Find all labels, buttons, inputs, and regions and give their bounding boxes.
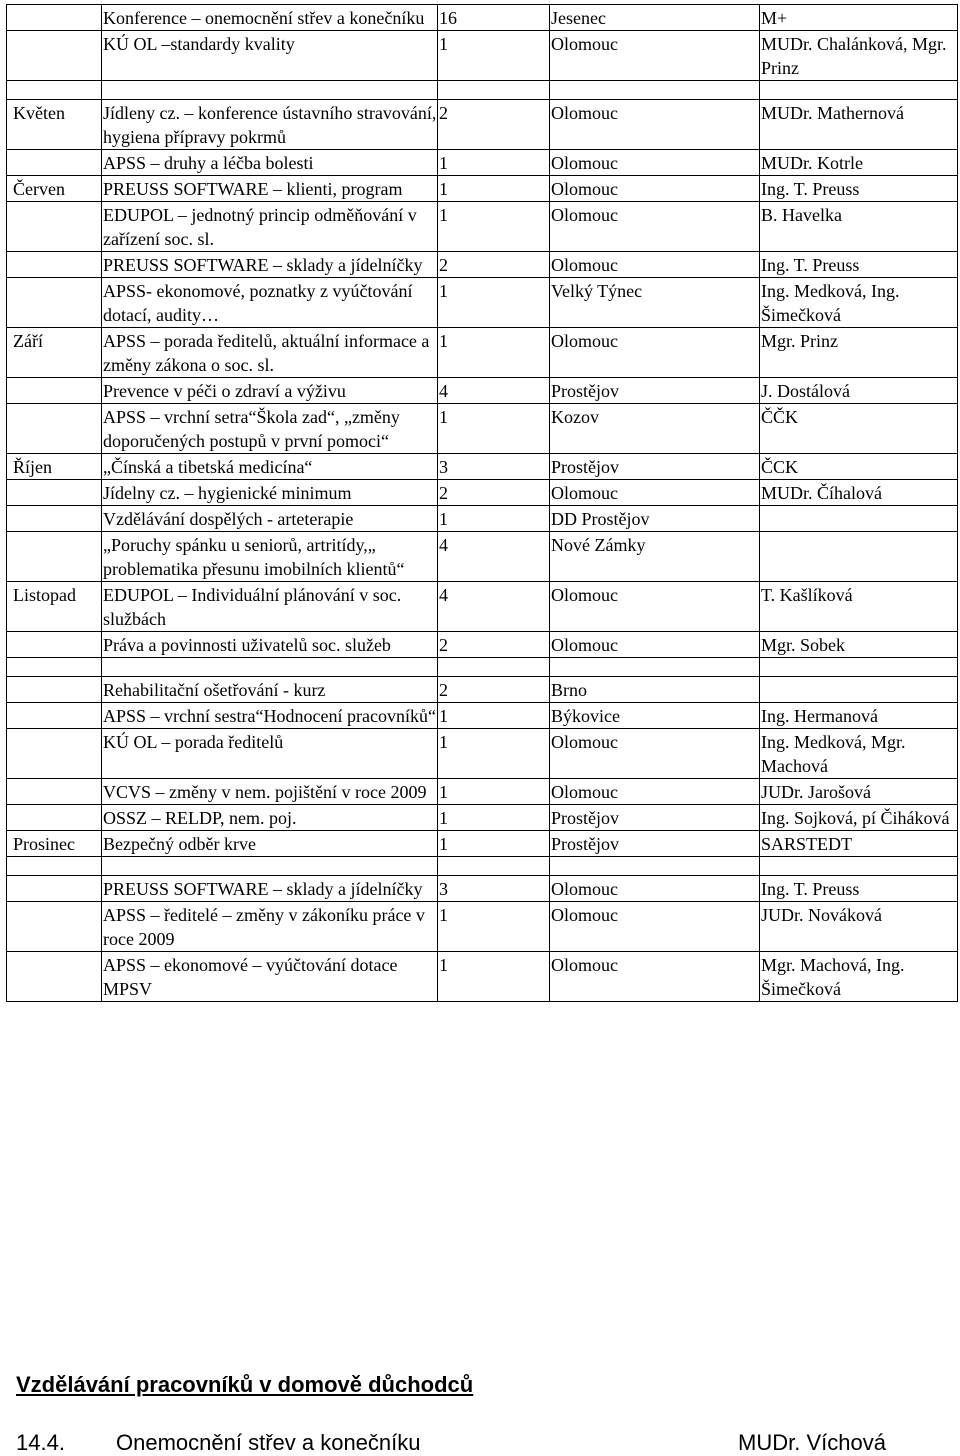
spacer-cell bbox=[438, 81, 550, 100]
month-cell bbox=[7, 202, 102, 252]
topic-cell: KÚ OL –standardy kvality bbox=[102, 31, 438, 81]
lecturer-cell: Ing. Sojková, pí Čiháková bbox=[760, 805, 958, 831]
month-cell: Září bbox=[7, 328, 102, 378]
lecturer-cell: SARSTEDT bbox=[760, 831, 958, 857]
lecturer-cell bbox=[760, 532, 958, 582]
table-row bbox=[7, 729, 958, 779]
lecturer-cell: Ing. T. Preuss bbox=[760, 876, 958, 902]
lecturer-cell: B. Havelka bbox=[760, 202, 958, 252]
month-cell bbox=[7, 5, 102, 31]
spacer-cell bbox=[550, 81, 760, 100]
month-cell: Říjen bbox=[7, 454, 102, 480]
month-cell bbox=[7, 278, 102, 328]
month-cell bbox=[7, 150, 102, 176]
month-cell bbox=[7, 876, 102, 902]
topic-cell: Jídleny cz. – konference ústavního stravování, hygiena přípravy pokrmů bbox=[102, 100, 438, 150]
table-row bbox=[7, 831, 958, 857]
topic-cell: PREUSS SOFTWARE – sklady a jídelníčky bbox=[102, 252, 438, 278]
count-cell: 1 bbox=[438, 729, 550, 779]
place-cell: Býkovice bbox=[550, 703, 760, 729]
place-cell: Olomouc bbox=[550, 252, 760, 278]
count-cell: 4 bbox=[438, 378, 550, 404]
count-cell: 2 bbox=[438, 480, 550, 506]
topic-cell: APSS – vrchní sestra“Hodnocení pracovníků“ bbox=[102, 703, 438, 729]
place-cell: Olomouc bbox=[550, 150, 760, 176]
table-row bbox=[7, 480, 958, 506]
table-row bbox=[7, 582, 958, 632]
lecturer-cell: Mgr. Prinz bbox=[760, 328, 958, 378]
spacer-row bbox=[7, 857, 958, 876]
count-cell: 1 bbox=[438, 404, 550, 454]
topic-cell: Bezpečný odběr krve bbox=[102, 831, 438, 857]
spacer-cell bbox=[102, 658, 438, 677]
count-cell: 1 bbox=[438, 506, 550, 532]
place-cell: Prostějov bbox=[550, 378, 760, 404]
topic-cell: „Čínská a tibetská medicína“ bbox=[102, 454, 438, 480]
table-row bbox=[7, 902, 958, 952]
month-cell bbox=[7, 378, 102, 404]
lecturer-cell: MUDr. Kotrle bbox=[760, 150, 958, 176]
month-cell bbox=[7, 729, 102, 779]
training-table bbox=[6, 4, 958, 1002]
place-cell: Olomouc bbox=[550, 31, 760, 81]
month-cell bbox=[7, 952, 102, 1002]
lecturer-cell: MUDr. Chalánková, Mgr. Prinz bbox=[760, 31, 958, 81]
topic-cell: EDUPOL – jednotný princip odměňování v zařízení soc. sl. bbox=[102, 202, 438, 252]
topic-cell: APSS – druhy a léčba bolesti bbox=[102, 150, 438, 176]
month-cell: Prosinec bbox=[7, 831, 102, 857]
place-cell: Prostějov bbox=[550, 805, 760, 831]
spacer-cell bbox=[438, 658, 550, 677]
topic-cell: APSS – porada ředitelů, aktuální informace a změny zákona o soc. sl. bbox=[102, 328, 438, 378]
topic-cell: VCVS – změny v nem. pojištění v roce 2009 bbox=[102, 779, 438, 805]
month-cell bbox=[7, 632, 102, 658]
count-cell: 1 bbox=[438, 176, 550, 202]
place-cell: Olomouc bbox=[550, 632, 760, 658]
topic-cell: KÚ OL – porada ředitelů bbox=[102, 729, 438, 779]
place-cell: Prostějov bbox=[550, 454, 760, 480]
spacer-row bbox=[7, 658, 958, 677]
count-cell: 1 bbox=[438, 952, 550, 1002]
place-cell: Prostějov bbox=[550, 831, 760, 857]
lecturer-cell: Ing. T. Preuss bbox=[760, 252, 958, 278]
topic-cell: Vzdělávání dospělých - arteterapie bbox=[102, 506, 438, 532]
spacer-cell bbox=[760, 81, 958, 100]
table-row bbox=[7, 677, 958, 703]
count-cell: 2 bbox=[438, 100, 550, 150]
count-cell: 1 bbox=[438, 779, 550, 805]
lecturer-cell: MUDr. Mathernová bbox=[760, 100, 958, 150]
count-cell: 1 bbox=[438, 703, 550, 729]
lecturer-cell: Mgr. Machová, Ing. Šimečková bbox=[760, 952, 958, 1002]
month-cell bbox=[7, 703, 102, 729]
place-cell: Olomouc bbox=[550, 582, 760, 632]
count-cell: 3 bbox=[438, 876, 550, 902]
spacer-cell bbox=[7, 81, 102, 100]
topic-cell: APSS – ředitelé – změny v zákoníku práce v roce 2009 bbox=[102, 902, 438, 952]
lecturer-cell: Ing. T. Preuss bbox=[760, 176, 958, 202]
count-cell: 1 bbox=[438, 278, 550, 328]
spacer-cell bbox=[102, 857, 438, 876]
lecturer-cell: Mgr. Sobek bbox=[760, 632, 958, 658]
topic-cell: Konference – onemocnění střev a konečníku bbox=[102, 5, 438, 31]
entry-lecturer: MUDr. Víchová bbox=[738, 1430, 886, 1455]
month-cell bbox=[7, 404, 102, 454]
table-row bbox=[7, 278, 958, 328]
training-table-body bbox=[7, 5, 958, 1002]
month-cell bbox=[7, 480, 102, 506]
month-cell bbox=[7, 677, 102, 703]
table-row bbox=[7, 150, 958, 176]
count-cell: 1 bbox=[438, 902, 550, 952]
topic-cell: APSS- ekonomové, poznatky z vyúčtování dotací, audity… bbox=[102, 278, 438, 328]
table-row bbox=[7, 252, 958, 278]
count-cell: 3 bbox=[438, 454, 550, 480]
count-cell: 1 bbox=[438, 831, 550, 857]
place-cell: Olomouc bbox=[550, 902, 760, 952]
count-cell: 4 bbox=[438, 582, 550, 632]
spacer-cell bbox=[760, 857, 958, 876]
place-cell: Nové Zámky bbox=[550, 532, 760, 582]
table-row bbox=[7, 703, 958, 729]
month-cell: Listopad bbox=[7, 582, 102, 632]
table-row bbox=[7, 5, 958, 31]
month-cell: Květen bbox=[7, 100, 102, 150]
count-cell: 1 bbox=[438, 805, 550, 831]
table-row bbox=[7, 176, 958, 202]
count-cell: 2 bbox=[438, 632, 550, 658]
lecturer-cell: MUDr. Číhalová bbox=[760, 480, 958, 506]
table-row bbox=[7, 779, 958, 805]
lecturer-cell: J. Dostálová bbox=[760, 378, 958, 404]
topic-cell: OSSZ – RELDP, nem. poj. bbox=[102, 805, 438, 831]
place-cell: Olomouc bbox=[550, 779, 760, 805]
table-row bbox=[7, 100, 958, 150]
topic-cell: APSS – vrchní setra“Škola zad“, „změny doporučených postupů v první pomoci“ bbox=[102, 404, 438, 454]
lecturer-cell bbox=[760, 506, 958, 532]
lecturer-cell: JUDr. Nováková bbox=[760, 902, 958, 952]
topic-cell: Prevence v péči o zdraví a výživu bbox=[102, 378, 438, 404]
lecturer-cell: Ing. Medková, Mgr. Machová bbox=[760, 729, 958, 779]
count-cell: 1 bbox=[438, 328, 550, 378]
table-row bbox=[7, 454, 958, 480]
spacer-cell bbox=[550, 658, 760, 677]
place-cell: Jesenec bbox=[550, 5, 760, 31]
lecturer-cell: ČČK bbox=[760, 404, 958, 454]
lecturer-cell: M+ bbox=[760, 5, 958, 31]
topic-cell: PREUSS SOFTWARE – sklady a jídelníčky bbox=[102, 876, 438, 902]
place-cell: Olomouc bbox=[550, 100, 760, 150]
month-cell bbox=[7, 252, 102, 278]
month-cell bbox=[7, 532, 102, 582]
count-cell: 1 bbox=[438, 202, 550, 252]
place-cell: Olomouc bbox=[550, 729, 760, 779]
topic-cell: PREUSS SOFTWARE – klienti, program bbox=[102, 176, 438, 202]
lecturer-cell: Ing. Hermanová bbox=[760, 703, 958, 729]
lecturer-cell: ČCK bbox=[760, 454, 958, 480]
table-row bbox=[7, 532, 958, 582]
lecturer-cell: JUDr. Jarošová bbox=[760, 779, 958, 805]
place-cell: Olomouc bbox=[550, 952, 760, 1002]
table-row bbox=[7, 876, 958, 902]
lecturer-cell: Ing. Medková, Ing. Šimečková bbox=[760, 278, 958, 328]
count-cell: 2 bbox=[438, 677, 550, 703]
month-cell bbox=[7, 31, 102, 81]
month-cell: Červen bbox=[7, 176, 102, 202]
topic-cell: EDUPOL – Individuální plánování v soc. službách bbox=[102, 582, 438, 632]
lecturer-cell: T. Kašlíková bbox=[760, 582, 958, 632]
place-cell: Olomouc bbox=[550, 480, 760, 506]
spacer-cell bbox=[550, 857, 760, 876]
place-cell: Kozov bbox=[550, 404, 760, 454]
place-cell: Velký Týnec bbox=[550, 278, 760, 328]
table-row bbox=[7, 632, 958, 658]
topic-cell: „Poruchy spánku u seniorů, artritídy,„ problematika přesunu imobilních klientů“ bbox=[102, 532, 438, 582]
count-cell: 2 bbox=[438, 252, 550, 278]
month-cell bbox=[7, 805, 102, 831]
table-row bbox=[7, 328, 958, 378]
month-cell bbox=[7, 506, 102, 532]
spacer-row bbox=[7, 81, 958, 100]
table-row bbox=[7, 378, 958, 404]
spacer-cell bbox=[102, 81, 438, 100]
table-row bbox=[7, 805, 958, 831]
table-row bbox=[7, 952, 958, 1002]
spacer-cell bbox=[7, 658, 102, 677]
count-cell: 4 bbox=[438, 532, 550, 582]
topic-cell: APSS – ekonomové – vyúčtování dotace MPSV bbox=[102, 952, 438, 1002]
table-row bbox=[7, 31, 958, 81]
lecturer-cell bbox=[760, 677, 958, 703]
entry-topic: Onemocnění střev a konečníku bbox=[116, 1430, 421, 1455]
table-row bbox=[7, 202, 958, 252]
topic-cell: Jídelny cz. – hygienické minimum bbox=[102, 480, 438, 506]
month-cell bbox=[7, 902, 102, 952]
place-cell: DD Prostějov bbox=[550, 506, 760, 532]
count-cell: 1 bbox=[438, 150, 550, 176]
training-entry bbox=[16, 1430, 956, 1456]
section-heading: Vzdělávání pracovníků v domově důchodců bbox=[16, 1372, 474, 1397]
spacer-cell bbox=[7, 857, 102, 876]
month-cell bbox=[7, 779, 102, 805]
place-cell: Olomouc bbox=[550, 876, 760, 902]
place-cell: Olomouc bbox=[550, 202, 760, 252]
spacer-cell bbox=[760, 658, 958, 677]
place-cell: Brno bbox=[550, 677, 760, 703]
table-row bbox=[7, 404, 958, 454]
place-cell: Olomouc bbox=[550, 328, 760, 378]
topic-cell: Rehabilitační ošetřování - kurz bbox=[102, 677, 438, 703]
topic-cell: Práva a povinnosti uživatelů soc. služeb bbox=[102, 632, 438, 658]
place-cell: Olomouc bbox=[550, 176, 760, 202]
spacer-cell bbox=[438, 857, 550, 876]
table-row bbox=[7, 506, 958, 532]
entry-date: 14.4. bbox=[16, 1430, 65, 1455]
count-cell: 16 bbox=[438, 5, 550, 31]
count-cell: 1 bbox=[438, 31, 550, 81]
